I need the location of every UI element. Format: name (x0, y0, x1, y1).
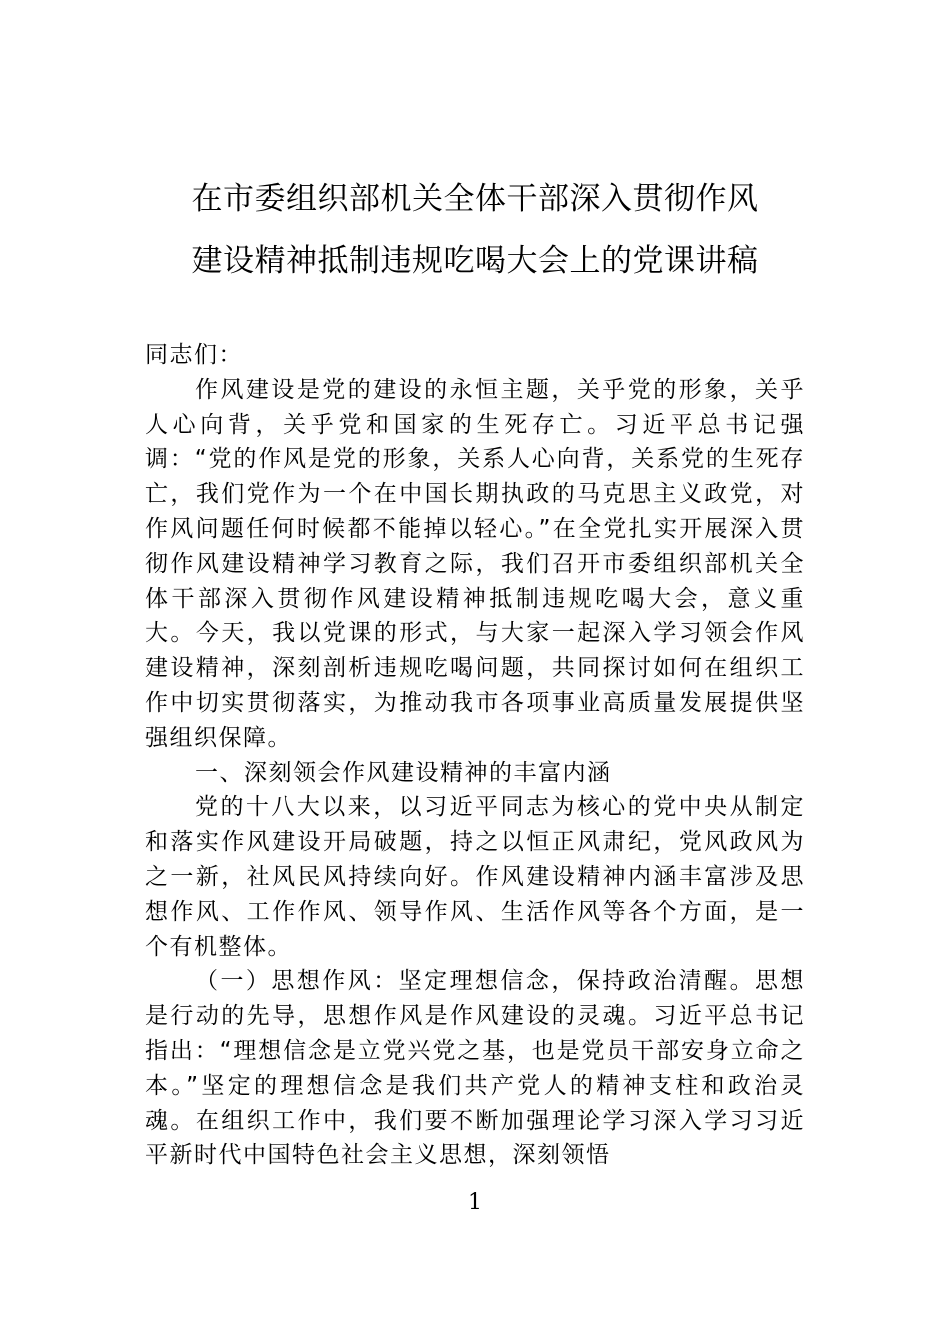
document-body (145, 338, 805, 1173)
paragraph-section-1: 党的十八大以来，以习近平同志为核心的党中央从制定和落实作风建设开局破题，持之以恒正风肃纪，党风政风为之一新，社风民风持续向好。作风建设精神内涵丰富涉及思想作风、工作作风、领导作风、生活作风等各个方面，是一个有机整体。 (145, 794, 805, 960)
section-heading-1: 一、深刻领会作风建设精神的丰富内涵 (195, 759, 612, 786)
document-title (140, 168, 810, 292)
title-line-2: 建设精神抵制违规吃喝大会上的党课讲稿 (191, 243, 759, 279)
paragraph-intro: 作风建设是党的建设的永恒主题，关乎党的形象，关乎人心向背，关乎党和国家的生死存亡。习近平总书记强调：“党的作风是党的形象，关系人心向背，关系党的生死存亡，我们党作为一个在中国长期执政的马克思主义政党，对作风问题任何时候都不能掉以轻心。”在全党扎实开展深入贯彻作风建设精神学习教育之际，我们召开市委组织部机关全体干部深入贯彻作风建设精神抵制违规吃喝大会，意义重大。今天，我以党课的形式，与大家一起深入学习领会作风建设精神，深刻剖析违规吃喝问题，共同探讨如何在组织工作中切实贯彻落实，为推动我市各项事业高质量发展提供坚强组织保障。 (145, 376, 805, 751)
title-line-1: 在市委组织部机关全体干部深入贯彻作风 (191, 181, 759, 217)
page-number: 1 (468, 1190, 482, 1215)
paragraph-subsection-1: （一）思想作风：坚定理想信念，保持政治清醒。思想是行动的先导，思想作风是作风建设的灵魂。习近平总书记指出：“理想信念是立党兴党之基，也是党员干部安身立命之本。”坚定的理想信念是我们共产党人的精神支柱和政治灵魂。在组织工作中，我们要不断加强理论学习深入学习习近平新时代中国特色社会主义思想，深刻领悟 (145, 968, 805, 1169)
salutation: 同志们： (145, 342, 243, 368)
